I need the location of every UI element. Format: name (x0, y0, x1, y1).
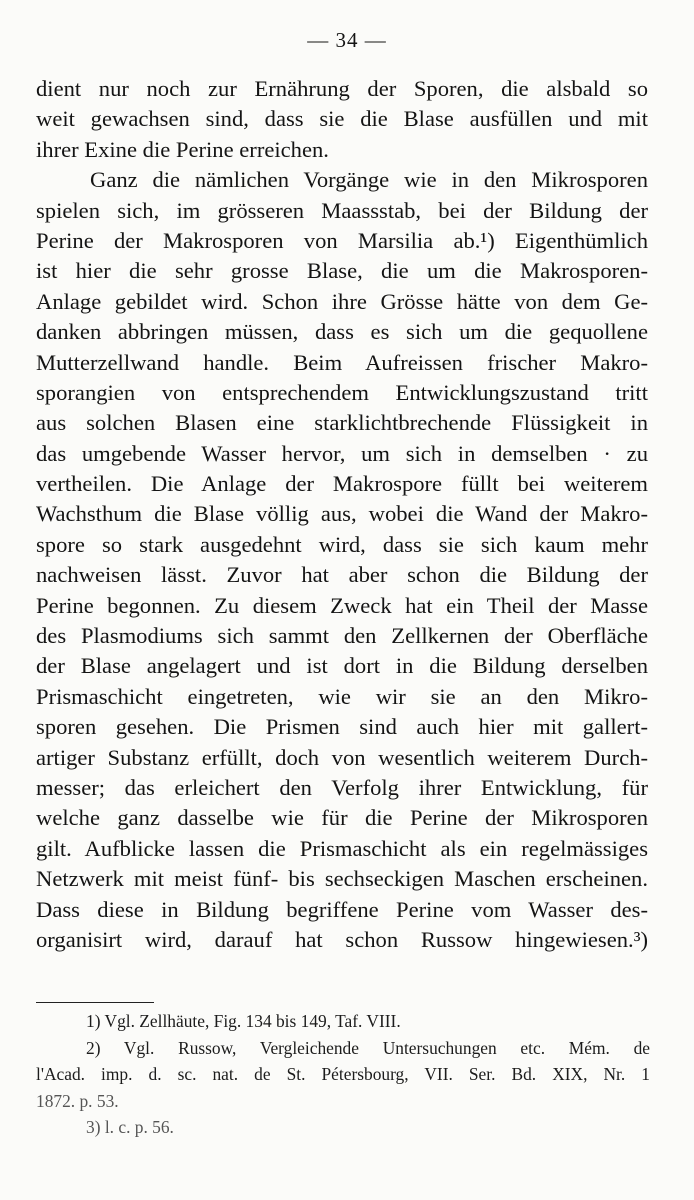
footnote-2-continued: l'Acad. imp. d. sc. nat. de St. Pétersbourg, VII. Ser. Bd. XIX, Nr. 1 (36, 1064, 650, 1084)
text-line: Dass diese in Bildung begriffene Perine vom Wasser des- (36, 896, 648, 922)
text-line: Prismaschicht eingetreten, wie wir sie an den Mikro- (36, 683, 648, 709)
footnotes (36, 1008, 650, 1141)
text-line: gilt. Aufblicke lassen die Prismaschicht als ein regelmässiges (36, 835, 648, 861)
text-line: spore so stark ausgedehnt wird, dass sie sich kaum mehr (36, 531, 648, 557)
text-line: weit gewachsen sind, dass sie die Blase ausfüllen und mit (36, 106, 648, 132)
footnote-2-continued: 1872. p. 53. (36, 1090, 119, 1111)
text-line: das umgebende Wasser hervor, um sich in demselben · zu (36, 440, 648, 466)
text-line: Anlage gebildet wird. Schon ihre Grösse hätte von dem Ge- (36, 288, 648, 314)
text-line: aus solchen Blasen eine starklichtbrechende Flüssigkeit in (36, 410, 648, 436)
text-line: ihrer Exine die Perine erreichen. (36, 136, 329, 162)
body-text (36, 74, 648, 955)
footnote-divider (36, 1002, 154, 1003)
text-line: dient nur noch zur Ernährung der Sporen, die alsbald so (36, 76, 648, 101)
text-line: Netzwerk mit meist fünf- bis sechseckigen Maschen erscheinen. (36, 866, 648, 892)
text-line: artiger Substanz erfüllt, doch von wesentlich weiterem Durch- (36, 744, 648, 770)
text-line: sporangien von entsprechendem Entwicklungszustand tritt (36, 379, 648, 405)
text-line: danken abbringen müssen, dass es sich um die gequollene (36, 319, 648, 345)
text-line: nachweisen lässt. Zuvor hat aber schon die Bildung der (36, 562, 648, 588)
footnote-2: 2) Vgl. Russow, Vergleichende Untersuchungen etc. Mém. de (86, 1037, 650, 1058)
footnote-3: 3) l. c. p. 56. (86, 1117, 174, 1137)
text-line: der Blase angelagert und ist dort in die Bildung derselben (36, 653, 648, 679)
footnote-1: 1) Vgl. Zellhäute, Fig. 134 bis 149, Taf. VIII. (86, 1011, 401, 1031)
text-line: Wachsthum die Blase völlig aus, wobei die Wand der Makro- (36, 501, 648, 527)
text-line: Perine begonnen. Zu diesem Zweck hat ein Theil der Masse (36, 592, 648, 618)
text-line: Mutterzellwand handle. Beim Aufreissen frischer Makro- (36, 349, 648, 375)
text-line: Perine der Makrosporen von Marsilia ab.¹) Eigenthümlich (36, 227, 648, 253)
text-line: Ganz die nämlichen Vorgänge wie in den Mikrosporen (90, 167, 648, 193)
text-line: vertheilen. Die Anlage der Makrospore füllt bei weiterem (36, 471, 648, 497)
text-line: sporen gesehen. Die Prismen sind auch hier mit gallert- (36, 714, 648, 740)
text-line: messer; das erleichert den Verfolg ihrer Entwicklung, für (36, 774, 648, 800)
text-line: organisirt wird, darauf hat schon Russow hingewiesen.³) (36, 926, 648, 952)
text-line: spielen sich, im grösseren Maassstab, bei der Bildung der (36, 197, 648, 223)
text-line: ist hier die sehr grosse Blase, die um die Makrosporen- (36, 258, 648, 284)
text-line: des Plasmodiums sich sammt den Zellkernen der Oberfläche (36, 623, 648, 649)
text-line: welche ganz dasselbe wie für die Perine der Mikrosporen (36, 805, 648, 831)
page-number: — 34 — (307, 28, 387, 52)
